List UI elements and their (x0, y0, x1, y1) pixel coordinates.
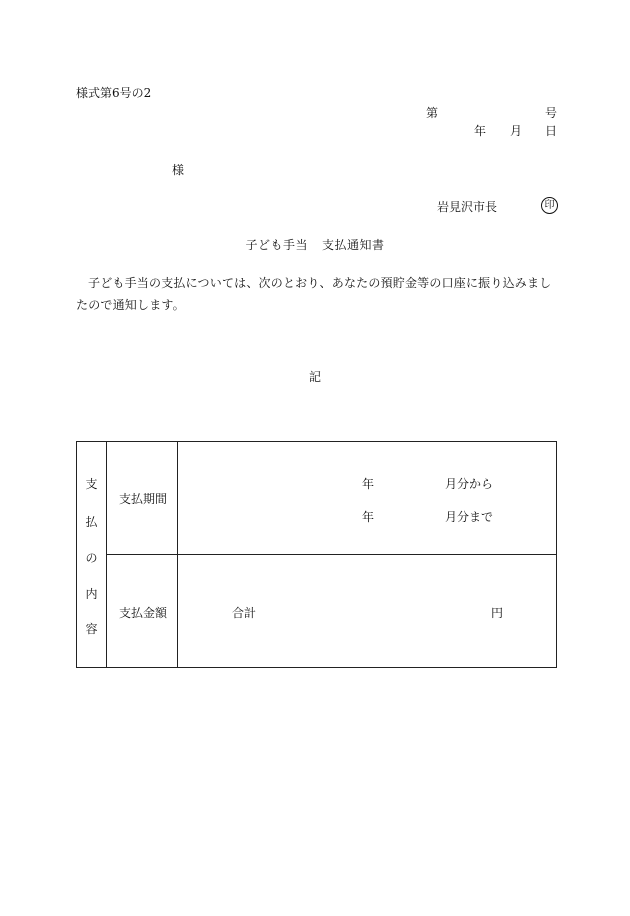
side-heading-char: 容 (85, 622, 98, 636)
payment-amount-label: 支払金額 (119, 606, 168, 620)
seal-stamp-icon: 印 (541, 197, 558, 214)
document-number-suffix: 号 (545, 106, 558, 120)
document-title (0, 236, 630, 253)
date-day-label: 日 (545, 124, 558, 138)
date-year-label: 年 (474, 124, 487, 138)
period-from-year-label: 年 (362, 477, 375, 491)
side-heading-char: の (85, 551, 98, 565)
payment-period-label: 支払期間 (119, 492, 168, 506)
issuer-name: 岩見沢市長 (437, 200, 498, 214)
period-from-month-label: 月分から (445, 477, 494, 491)
date-month-label: 月 (510, 124, 523, 138)
document-number-prefix: 第 (426, 106, 439, 120)
period-to-month-label: 月分まで (445, 510, 494, 524)
title-part-2: 支払通知書 (322, 238, 385, 252)
ki-notation: 記 (308, 370, 321, 384)
side-heading-vertical (77, 442, 106, 667)
payment-details-table (76, 441, 557, 668)
body-paragraph: 子ども手当の支払については、次のとおり、あなたの預貯金等の口座に振り込みましたので通知します。 (76, 276, 552, 312)
side-heading-char: 支 (85, 477, 98, 491)
table-divider-horizontal (106, 554, 556, 555)
recipient-honorific: 様 (172, 163, 185, 177)
side-heading-char: 内 (85, 587, 98, 601)
amount-currency-unit: 円 (491, 606, 504, 620)
side-heading-char: 払 (85, 515, 98, 529)
form-number: 様式第6号の2 (76, 86, 152, 100)
title-part-1: 子ども手当 (245, 238, 308, 252)
amount-total-label: 合計 (232, 606, 257, 620)
period-to-year-label: 年 (362, 510, 375, 524)
